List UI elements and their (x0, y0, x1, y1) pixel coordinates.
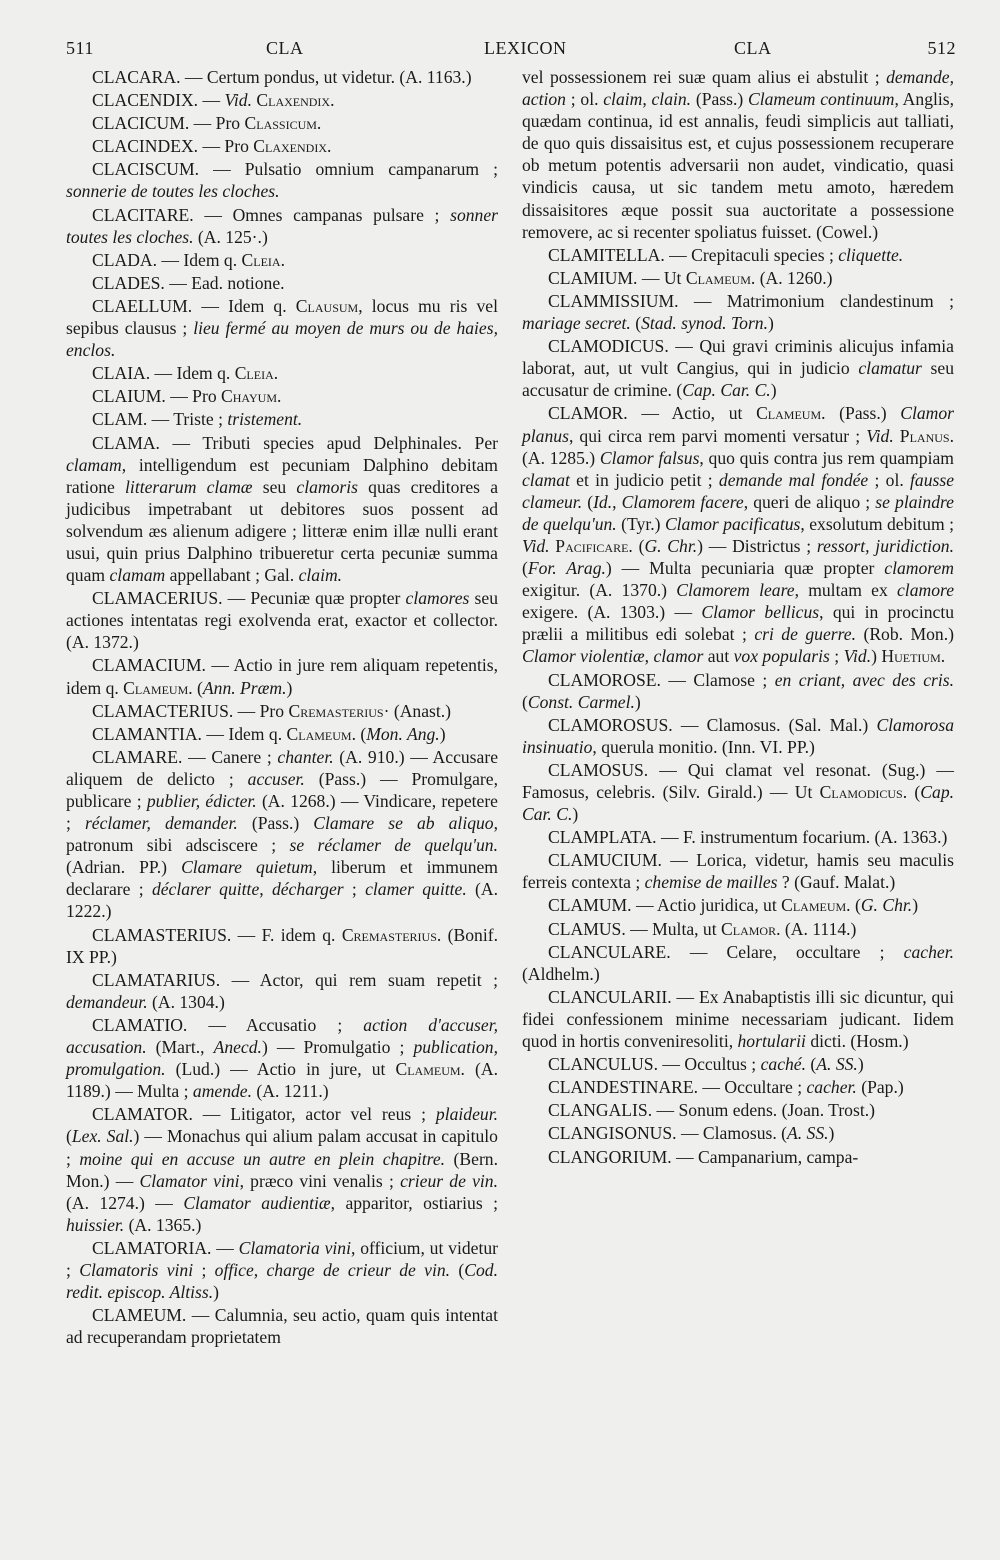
dictionary-entry: CLAMOSUS. — Qui clamat vel resonat. (Sug.) — Famosus, celebris. (Silv. Girald.) — Ut Clamodicus. (Cap. Car. C.) (522, 759, 955, 825)
dictionary-entry: CLACITARE. — Omnes campanas pulsare ; sonner toutes les cloches. (A. 125·.) (66, 204, 498, 247)
dictionary-entry: CLAMUM. — Actio juridica, ut Clameum. (G. Chr.) (548, 895, 919, 916)
dictionary-entry: CLACINDEX. — Pro Claxendix. (92, 136, 332, 157)
dictionary-entry: CLAMOROSE. — Clamose ; en criant, avec des cris. (Const. Carmel.) (522, 669, 954, 712)
dictionary-entry: CLADES. — Ead. notione. (92, 272, 285, 293)
dictionary-entry: CLAM. — Triste ; tristement. (92, 409, 303, 430)
dictionary-entry: CLAMATORIA. — Clamatoria vini, officium, ut videtur ; Clamatoris vini ; office, charge de crieur de vin. (Cod. redit. episcop. Altiss.) (66, 1237, 499, 1303)
running-head (66, 38, 956, 62)
dictionary-entry: CLAMMISSIUM. — Matrimonium clandestinum ; mariage secret. (Stad. synod. Torn.) (522, 290, 954, 334)
dictionary-entry: CLAELLUM. — Idem q. Clausum, locus mu ris vel sepibus clausus ; lieu fermé au moyen de murs ou de haies, enclos. (66, 295, 498, 361)
dictionary-entry: CLAMODICUS. — Qui gravi criminis alicujus infamia laborat, aut, ut vult Cangius, qui in judicio clamatur seu accusatur de crimine. (Cap. Car. C.) (522, 336, 954, 401)
dictionary-entry: CLAMA. — Tributi species apud Delphinales. Per clamam, intelligendum est pecuniam Dalphino debitam ratione litterarum clamæ seu clamoris quas creditores a judicibus impetrabant ut debitores suos possent ad solvendum æs alienum adigere ; litteræ enim illæ nulli erant usui, quin prius Dalphino tribueretur certa pecuniæ summa quam clamam appellabant ; Gal. claim. (66, 432, 499, 586)
dictionary-entry: CLANCULUS. — Occultus ; caché. (A. SS.) (548, 1054, 864, 1075)
dictionary-entry: CLANCULARII. — Ex Anabaptistis illi sic dicuntur, qui fidei confessionem minime necessariam judicant. Iidem quod in hortis conveniresoliti, hortularii dicti. (Hosm.) (522, 986, 954, 1052)
dictionary-entry: CLAIUM. — Pro Chayum. (92, 386, 282, 407)
dictionary-entry: CLACARA. — Certum pondus, ut videtur. (A. 1163.) (92, 67, 472, 87)
dictionary-entry: CLAMPLATA. — F. instrumentum focarium. (A. 1363.) (548, 827, 948, 848)
dictionary-entry: CLACENDIX. — Vid. Claxendix. (92, 90, 335, 111)
dictionary-entry: CLAMACTERIUS. — Pro Cremasterius· (Anast.) (92, 700, 451, 721)
dictionary-entry: CLAMATARIUS. — Actor, qui rem suam repetit ; demandeur. (A. 1304.) (66, 969, 498, 1012)
dictionary-entry: CLAMUS. — Multa, ut Clamor. (A. 1114.) (548, 918, 857, 939)
dictionary-entry: CLAMITELLA. — Crepitaculi species ; cliquette. (548, 244, 904, 265)
dictionary-entry: CLAMOROSUS. — Clamosus. (Sal. Mal.) Clamorosa insinuatio, querula monitio. (Inn. VI. PP.) (522, 714, 954, 757)
dictionary-entry: CLAMATIO. — Accusatio ; action d'accuser, accusation. (Mart., Anecd.) — Promulgatio ; publication, promulgation. (Lud.) — Actio in jure, ut Clameum. (A. 1189.) — Multa ; amende. (A. 1211.) (66, 1014, 498, 1102)
page-number-right: 512 (927, 38, 956, 58)
dictionary-entry: CLAMATOR. — Litigator, actor vel reus ; plaideur. (Lex. Sal.) — Monachus qui alium palam accusat in capitulo ; moine qui en accuse un autre en plein chapitre. (Bern. Mon.) — Clamator vini, præco vini venalis ; crieur de vin. (A. 1274.) — Clamator audientiæ, apparitor, ostiarius ; huissier. (A. 1365.) (66, 1104, 499, 1235)
page-number-left: 511 (66, 38, 94, 58)
dictionary-entry: CLAIA. — Idem q. Cleia. (92, 363, 279, 384)
left-column (66, 66, 498, 1348)
dictionary-entry: CLAMACERIUS. — Pecuniæ quæ propter clamores seu actiones intentatas regi exolvenda erat, exactor et collector. (A. 1372.) (66, 588, 498, 653)
dictionary-entry: CLANGORIUM. — Campanarium, campa- (548, 1146, 859, 1167)
dictionary-entry: CLANCULARE. — Celare, occultare ; cacher. (Aldhelm.) (522, 941, 954, 984)
dictionary-entry: CLANGISONUS. — Clamosus. (A. SS.) (548, 1123, 835, 1144)
right-column (522, 66, 954, 1168)
dictionary-entry: CLAMUCIUM. — Lorica, videtur, hamis seu maculis ferreis contexta ; chemise de mailles ? (Gauf. Malat.) (522, 850, 954, 893)
dictionary-entry: CLACICUM. — Pro Classicum. (92, 113, 322, 134)
dictionary-entry: CLADA. — Idem q. Cleia. (92, 249, 285, 270)
dictionary-entry: CLACISCUM. — Pulsatio omnium campanarum ; sonnerie de toutes les cloches. (66, 159, 498, 202)
column-head-left: CLA (266, 38, 304, 58)
dictionary-entry: CLANGALIS. — Sonum edens. (Joan. Trost.) (548, 1100, 875, 1121)
dictionary-entry: CLAMOR. — Actio, ut Clameum. (Pass.) Clamor planus, qui circa rem parvi momenti versatur ; Vid. Planus. (A. 1285.) Clamor falsus, quo quis contra jus rem quampiam clamat et in judicio petit ; demande mal fondée ; ol. fausse clameur. (Id., Clamorem facere, queri de aliquo ; se plaindre de quelqu'un. (Tyr.) Clamor pacificatus, exsolutum debitum ; Vid. Pacificare. (G. Chr.) — Districtus ; ressort, juridiction. (For. Arag.) — Multa pecuniaria quæ propter clamorem exigitur. (A. 1370.) Clamorem leare, multam ex clamore exigere. (A. 1303.) — Clamor bellicus, qui in procinctu prælii a militibus edi solebat ; cri de guerre. (Rob. Mon.) Clamor violentiæ, clamor aut vox popularis ; Vid.) Huetium. (522, 403, 955, 667)
column-head-right: CLA (734, 38, 772, 58)
dictionary-entry: CLANDESTINARE. — Occultare ; cacher. (Pap.) (548, 1077, 904, 1098)
running-title: LEXICON (484, 38, 567, 58)
dictionary-entry: CLAMASTERIUS. — F. idem q. Cremasterius. (Bonif. IX PP.) (66, 924, 498, 967)
dictionary-entry: CLAMACIUM. — Actio in jure rem aliquam repetentis, idem q. Clameum. (Ann. Præm.) (66, 655, 498, 698)
dictionary-entry: CLAMIUM. — Ut Clameum. (A. 1260.) (548, 267, 833, 288)
dictionary-entry: vel possessionem rei suæ quam alius ei abstulit ; demande, action ; ol. claim, clain. (Pass.) Clameum continuum, Anglis, quædam continua, id est annalis, feudi simplicis aut talliati, de quo quis dissaisitus est, et cujus possessionem recuperare ob metum potentis adversarii non audet, vindicatio, quasi vindicis causa, ut sic tandem metu amoto, hæredem dissaisitores æque possit sua auctoritate a possessione removere, ac si recenter spoliatus fuisset. (Cowel.) (522, 67, 955, 242)
dictionary-entry: CLAMEUM. — Calumnia, seu actio, quam quis intentat ad recuperandam proprietatem (66, 1305, 498, 1348)
dictionary-entry: CLAMANTIA. — Idem q. Clameum. (Mon. Ang.) (92, 723, 446, 744)
dictionary-entry: CLAMARE. — Canere ; chanter. (A. 910.) — Accusare aliquem de delicto ; accuser. (Pass.) — Promulgare, publicare ; publier, édicter. (A. 1268.) — Vindicare, repetere ; réclamer, demander. (Pass.) Clamare se ab aliquo, patronum sibi adsciscere ; se réclamer de quelqu'un. (Adrian. PP.) Clamare quietum, liberum et immunem declarare ; déclarer quitte, décharger ; clamer quitte. (A. 1222.) (66, 746, 498, 922)
